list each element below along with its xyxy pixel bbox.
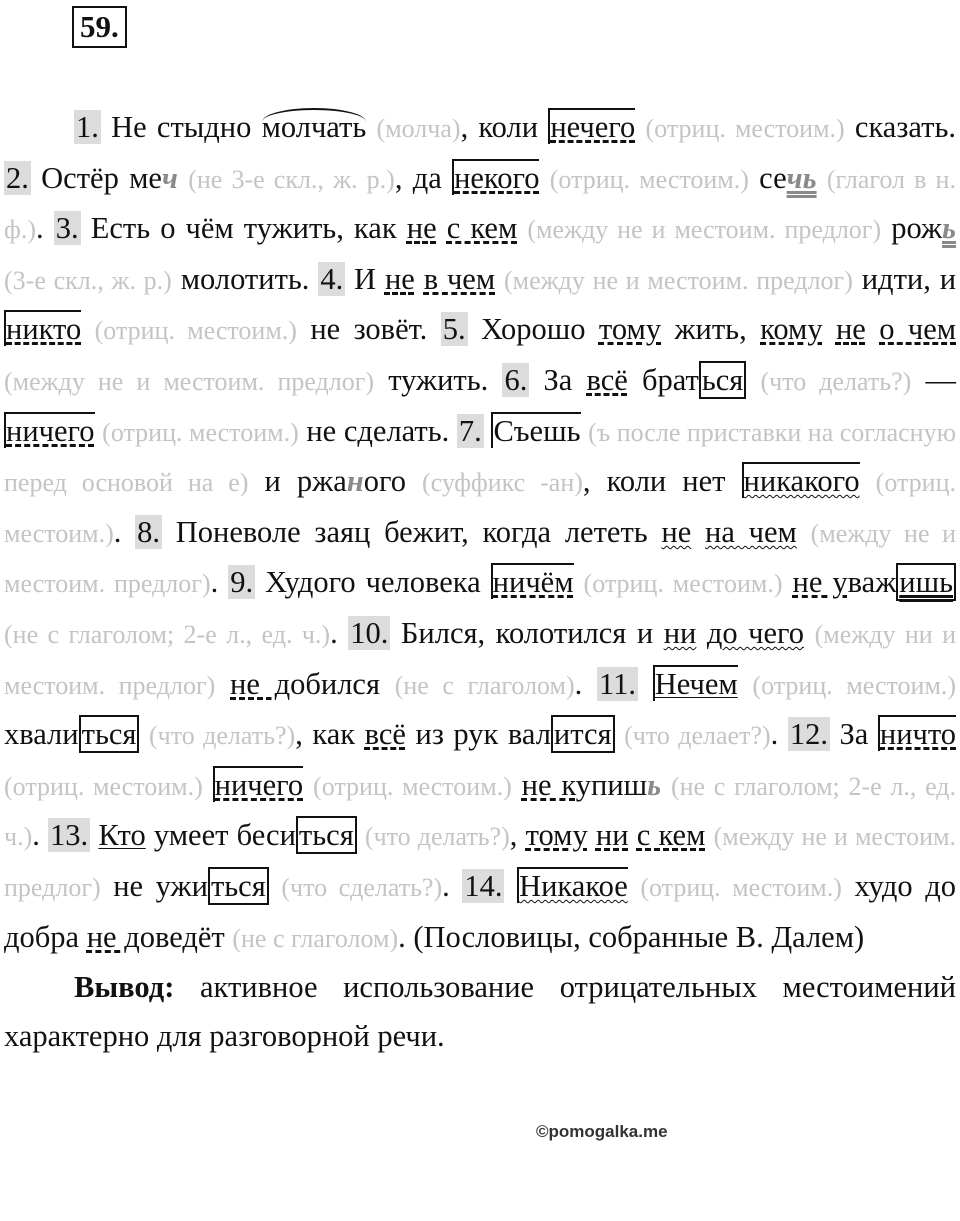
note: (не 3-е скл., ж. р.) [188, 164, 395, 194]
text-fragment: — [911, 362, 956, 397]
note: (не с глаголом; 2-е л., ед. ч.) [4, 619, 331, 649]
pronoun-word: ничто [879, 717, 957, 752]
note: (отриц. местоим.) [4, 468, 956, 548]
text-fragment: И [345, 261, 385, 296]
note: (молча) [376, 114, 461, 143]
text-fragment: не сделать. [298, 413, 450, 448]
pronoun-word: всё [364, 717, 406, 752]
particle: не д [86, 919, 140, 954]
note: (между не и местоим. предлог) [4, 366, 375, 396]
sentence-number: 1. [76, 110, 99, 144]
note: (отриц. местоим.) [583, 569, 783, 599]
particle: не д [230, 666, 291, 701]
text-fragment: и ржа [248, 464, 347, 499]
highlight-letter: н [346, 464, 364, 499]
text-fragment: За [829, 717, 878, 752]
note: (глагол в н. ф.) [4, 164, 956, 245]
note: (отриц. местоим.) [752, 670, 957, 700]
note: (отриц. местоим.) [549, 164, 749, 194]
text-fragment: рож [881, 211, 943, 246]
note: (не с глаголом) [232, 923, 399, 953]
note: (3-е скл., ж. р.) [4, 265, 172, 295]
preposition-pronoun: в чем [423, 261, 496, 296]
text-fragment: Худого человека [255, 565, 491, 600]
text-fragment: , [509, 818, 526, 853]
text-fragment: . [574, 666, 583, 701]
text-fragment: умеет беси [145, 818, 296, 853]
note: (между ни и местоим. предлог) [4, 619, 956, 700]
pronoun-word: Нечем [654, 666, 738, 701]
boxed-ending: ться [296, 816, 357, 854]
note: (не с глаголом; 2-е л., ед. ч.) [4, 771, 957, 852]
note: (отриц. местоим.) [94, 316, 297, 346]
text-fragment: не ужи [100, 868, 208, 903]
text-fragment: оведёт [139, 919, 225, 954]
particle: не [384, 261, 415, 296]
text-fragment: , коли нет [582, 464, 742, 499]
note: (что делать?) [148, 721, 296, 751]
preposition-pronoun: с кем [446, 211, 518, 246]
note: (что сделать?) [281, 872, 443, 902]
pronoun-word: всё [586, 362, 628, 397]
text-fragment: ого [363, 464, 406, 499]
note: (что делать?) [760, 366, 912, 396]
text-fragment: из рук вал [405, 717, 551, 752]
text-fragment: тужить. [374, 362, 489, 397]
note: (между не и местоим. предлог) [504, 265, 853, 295]
text-fragment: . (Пословицы, собранные В. Далем) [398, 919, 865, 954]
sentence-number: 8. [137, 514, 160, 549]
pronoun-word: никакого [743, 464, 860, 499]
text-fragment [215, 667, 230, 701]
text-fragment: Хорошо [467, 312, 599, 347]
exercise-text [4, 103, 956, 1060]
boxed-ending: ишь [896, 563, 956, 601]
note: (между не и местоим. предлог) [527, 215, 882, 245]
text-fragment: молотить. [171, 261, 310, 296]
note: (отриц. местоим.) [313, 771, 512, 801]
text-fragment: Остёр ме [30, 160, 162, 195]
preposition-pronoun: с кем [636, 818, 706, 853]
particle: ни [663, 615, 697, 650]
text-fragment: обился [290, 666, 380, 701]
pronoun-word: тому [525, 818, 588, 853]
text-fragment: , коли [460, 110, 549, 144]
text-fragment: Есть о чём тужить, как [80, 211, 407, 246]
boxed-ending: ться [79, 715, 140, 753]
particle: не [406, 211, 437, 246]
text-fragment [782, 565, 792, 599]
pronoun-word: нечего [550, 110, 636, 144]
text-fragment: За [529, 362, 587, 397]
note: (между не и местоим. предлог) [4, 518, 957, 599]
text-fragment: . [36, 211, 44, 246]
text-fragment: се [748, 160, 787, 195]
sentence-number: 3. [55, 211, 79, 246]
text-fragment: брат [627, 362, 699, 397]
pronoun-word: ничего [6, 413, 95, 448]
boxed-ending: ться [208, 867, 269, 905]
text-fragment: . [32, 818, 40, 853]
text-fragment [588, 818, 596, 852]
note: (отриц. местоим.) [102, 417, 299, 447]
text-fragment [823, 312, 836, 346]
highlight-letter: ь [647, 767, 662, 802]
note: (не с глаголом) [394, 670, 575, 700]
sentence-number: 11. [599, 666, 636, 701]
sentence-number: 14. [464, 868, 503, 903]
text-fragment [512, 768, 522, 802]
sentence-number: 7. [458, 413, 482, 448]
text-fragment: . [442, 868, 450, 903]
preposition-pronoun: до чего [706, 615, 805, 650]
verb-word: Съешь [493, 413, 581, 448]
text-fragment: Бился, колотился и [390, 615, 664, 650]
highlight-ending: чь [786, 160, 817, 195]
text-fragment: худо до добра [4, 868, 956, 954]
boxed-ending: ится [551, 715, 615, 753]
preposition-pronoun: о чем [879, 312, 957, 347]
text-fragment [203, 768, 213, 802]
pronoun-word: Кто [98, 818, 146, 853]
text-fragment: идти, и [852, 261, 957, 296]
pronoun-word: тому [598, 312, 662, 347]
note: (отриц. местоим.) [645, 114, 845, 143]
sentence-number: 12. [789, 717, 828, 752]
text-fragment: важ [847, 565, 897, 600]
note: (что делает?) [624, 721, 771, 751]
text-fragment: . [330, 615, 338, 650]
particle: не [835, 312, 866, 347]
proverbs-paragraph [4, 103, 956, 963]
sentence-number: 2. [6, 160, 29, 195]
conclusion [4, 963, 956, 1060]
sentence-number: 5. [442, 312, 466, 347]
pronoun-word: Никакое [519, 868, 628, 903]
conclusion-text: активное использование отрицательных местоимений характерно для разговорной речи. [4, 970, 956, 1053]
sentence-number: 10. [350, 615, 389, 650]
note: (между не и местоим. предлог) [4, 822, 957, 902]
note: (суффикс -ан) [422, 468, 583, 498]
text-fragment: Не стыдно [111, 110, 262, 144]
pronoun-word: ничего [214, 767, 304, 802]
highlight-letter: ь [942, 211, 956, 246]
text-fragment: . [113, 514, 122, 549]
note: (отриц. местоим.) [640, 872, 842, 902]
pronoun-word: ничём [492, 565, 574, 600]
particle: не у [792, 565, 848, 600]
particle: не [661, 514, 692, 549]
text-fragment: Поневоле заяц бежит, когда лететь [161, 514, 662, 549]
exercise-number: 59. [72, 6, 127, 48]
text-fragment: , да [394, 160, 453, 195]
note: (что делать?) [364, 822, 510, 852]
note: (ъ после приставки на согласную перед основой на е) [4, 417, 957, 498]
conclusion-label: Вывод: [74, 970, 175, 1005]
text-fragment: не зовёт. [296, 312, 428, 347]
sentence-number: 13. [50, 818, 89, 853]
pronoun-word: никто [6, 312, 82, 347]
pronoun-word: некого [454, 160, 540, 195]
text-fragment: хвали [4, 717, 79, 752]
preposition-pronoun: на чем [705, 514, 797, 549]
boxed-ending: ься [699, 361, 746, 399]
note: (отриц. местоим.) [4, 771, 203, 801]
particle: ни [595, 818, 629, 853]
watermark: ©pomogalka.me [536, 1122, 668, 1141]
text-fragment: сказать. [844, 110, 957, 144]
root-word: молчать [261, 110, 367, 144]
sentence-number: 4. [320, 261, 344, 296]
text-fragment: упиш [575, 767, 648, 802]
text-fragment: жить, [661, 312, 761, 347]
text-fragment: . [210, 565, 219, 600]
text-fragment: , как [295, 717, 365, 752]
pronoun-word: кому [760, 312, 823, 347]
sentence-number: 9. [230, 565, 254, 600]
highlight-letter: ч [161, 160, 178, 195]
sentence-number: 6. [504, 362, 528, 397]
text-fragment: . [770, 717, 779, 752]
particle: не к [521, 767, 576, 802]
